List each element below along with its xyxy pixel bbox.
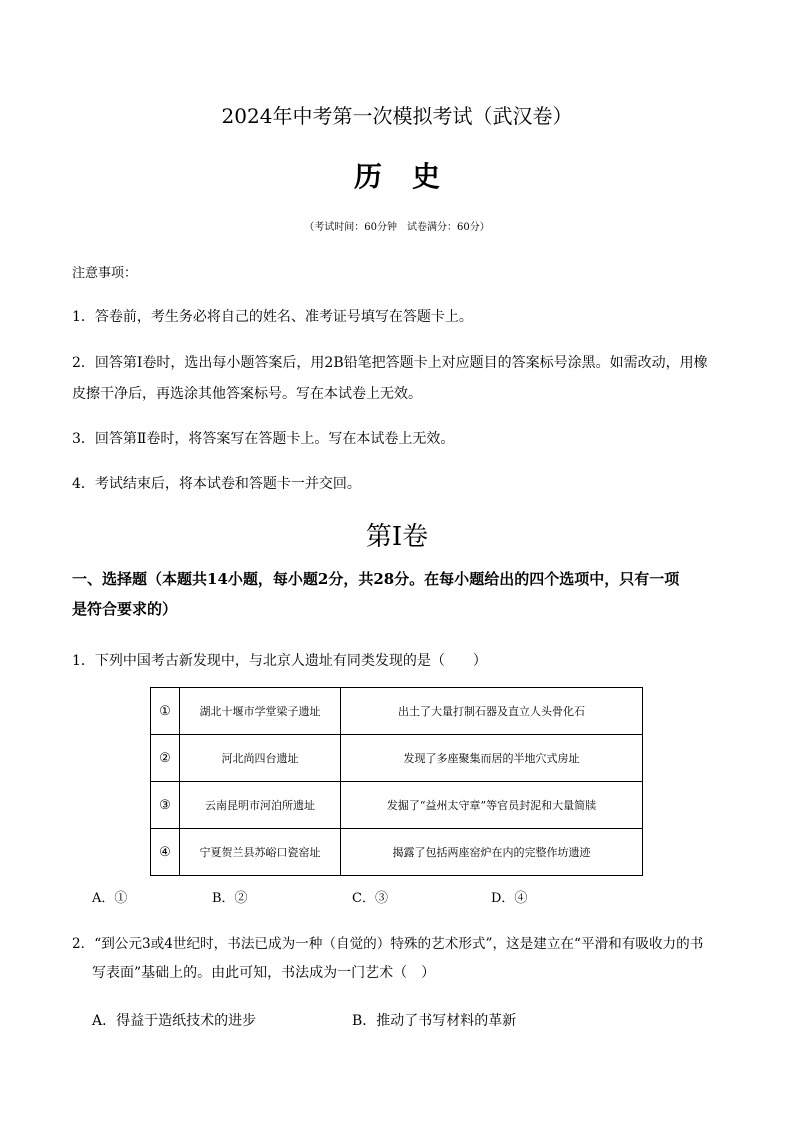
notice-item-1: 1．答卷前，考生务必将自己的姓名、准考证号填写在答题卡上。	[72, 309, 473, 325]
q1-table	[150, 687, 643, 876]
q2-option-b: B．推动了书写材料的革新	[352, 1013, 517, 1029]
table-row	[151, 735, 643, 782]
table-row	[151, 829, 643, 876]
q1-option-d: D．④	[491, 891, 528, 906]
table-cell-site: 宁夏贺兰县苏峪口瓷窑址	[180, 829, 341, 876]
q2-stem: 2．“到公元3或4世纪时，书法已成为一种（自觉的）特殊的艺术形式”，这是建立在“平滑和有吸收力的书	[72, 936, 704, 952]
table-cell-num: ②	[151, 735, 180, 782]
q2-stem-cont: 写表面”基础上的。由此可知，书法成为一门艺术（ ）	[92, 965, 436, 981]
q1-option-c: C．③	[352, 891, 388, 906]
table-row	[151, 688, 643, 735]
q1-option-b: B．②	[212, 891, 248, 906]
q1-stem: 1．下列中国考古新发现中，与北京人遗址有同类发现的是（ ）	[72, 653, 487, 669]
volume-heading: 第Ⅰ卷	[365, 522, 429, 552]
table-cell-finding: 揭露了包括两座窑炉在内的完整作坊遗迹	[341, 829, 643, 876]
notice-item-2: 2．回答第Ⅰ卷时，选出每小题答案后，用2B铅笔把答题卡上对应题目的答案标号涂黑。如需改动，用橡	[72, 355, 708, 371]
section-heading-cont: 是符合要求的）	[72, 600, 178, 618]
table-cell-finding: 发现了多座聚集而居的半地穴式房址	[341, 735, 643, 782]
table-cell-num: ③	[151, 782, 180, 829]
table-cell-site: 河北尚四台遗址	[180, 735, 341, 782]
exam-title: 2024年中考第一次模拟考试（武汉卷）	[221, 104, 573, 128]
section-heading: 一、选择题（本题共14小题，每小题2分，共28分。在每小题给出的四个选项中，只有一项	[72, 570, 680, 588]
table-cell-site: 云南昆明市河泊所遗址	[180, 782, 341, 829]
table-cell-finding: 出土了大量打制石器及直立人头骨化石	[341, 688, 643, 735]
subject-title: 历史	[353, 160, 470, 193]
notice-item-3: 3．回答第Ⅱ卷时，将答案写在答题卡上。写在本试卷上无效。	[72, 431, 455, 447]
notice-heading: 注意事项：	[72, 266, 138, 281]
notice-item-2-cont: 皮擦干净后，再选涂其他答案标号。写在本试卷上无效。	[72, 386, 422, 402]
table-cell-num: ④	[151, 829, 180, 876]
q2-option-a: A．得益于造纸技术的进步	[92, 1013, 257, 1029]
exam-info: （考试时间：60分钟 试卷满分：60分）	[304, 222, 490, 233]
table-cell-num: ①	[151, 688, 180, 735]
table-row	[151, 782, 643, 829]
table-cell-site: 湖北十堰市学堂梁子遗址	[180, 688, 341, 735]
q1-option-a: A．①	[92, 891, 128, 906]
table-cell-finding: 发掘了“益州太守章”等官员封泥和大量简牍	[341, 782, 643, 829]
notice-item-4: 4．考试结束后，将本试卷和答题卡一并交回。	[72, 476, 361, 492]
